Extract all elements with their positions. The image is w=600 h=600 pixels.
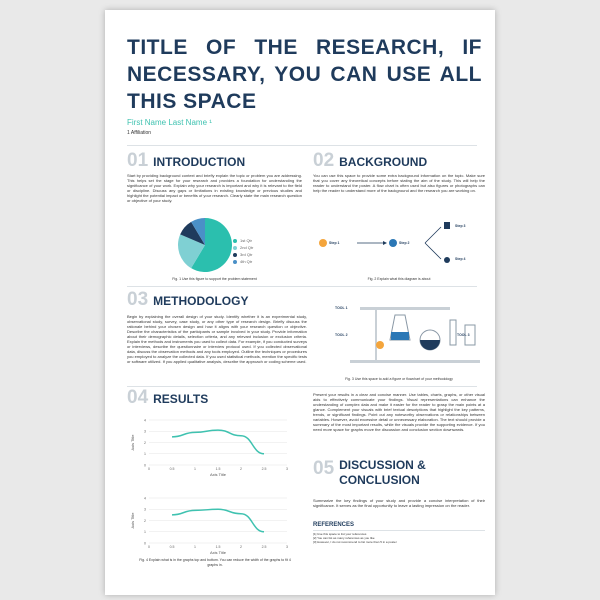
round-flask-liquid — [420, 340, 440, 350]
section-title: CONCLUSION — [339, 473, 420, 487]
results-header — [127, 387, 208, 409]
reference-item: [1] Use this space to list your references — [313, 532, 367, 536]
section-number: 05 — [313, 458, 335, 479]
y-tick-label: 4 — [144, 496, 146, 501]
section-title: INTRODUCTION — [153, 155, 246, 169]
arrow-head — [383, 241, 387, 245]
results-line-chart-top — [127, 410, 303, 480]
step-4-label: Step 4 — [455, 257, 466, 261]
background-header — [313, 150, 427, 172]
x-tick-label: 1.5 — [215, 467, 221, 471]
legend-item: 3rd Qtr — [233, 252, 253, 257]
section-title: RESULTS — [153, 392, 209, 406]
section-number: 04 — [127, 387, 149, 408]
y-tick-label: 0 — [144, 541, 146, 546]
y-tick-label: 3 — [144, 507, 146, 512]
y-tick-label: 0 — [144, 463, 146, 468]
references-heading: REFERENCES — [313, 522, 355, 528]
figure-2-caption: Fig. 2 Explain what this diagram is about — [367, 277, 431, 281]
step-3-icon — [444, 222, 450, 229]
x-tick-label: 2.5 — [261, 545, 267, 549]
step-1-label: Step 1 — [329, 241, 340, 245]
background-text: You can use this space to provide some extra background information on the topic. Make sure that you cover any theoretical concepts before stating the aim of the study. This will help the reader to understand the poster. A flow chart is often used but also figures or photographs can help the reader to understand more of the background and the research you are working on. — [313, 173, 485, 193]
section-number: 01 — [127, 150, 149, 171]
methodology-text: Begin by explaining the overall design of your study. Identify whether it is an experimental study, observational study, survey, case study, or any other type of research design. Briefly discuss the rationale behind your chosen design and how it aligns with your research question or objective. Describe the characteristics of the participants or sample involved in your study. Provide information about their demographic details, selection criteria, and any relevant inclusion or exclusion criteria. Explain the methods and instruments you used to collect data. For example, if you conducted surveys or interviews, describe the questionnaire or interview protocol used. If you collected observational data, discuss the observation methods and any tools employed. Outline the techniques or procedures you employed to analyze the collected data. If you used statistical methods, mention the specific tests or software utilized. If you applied qualitative analysis, describe the approach or coding scheme used. — [127, 314, 307, 364]
section-divider — [127, 286, 477, 287]
section-number: 03 — [127, 289, 149, 310]
x-tick-label: 0.5 — [169, 545, 175, 549]
step-3-label: Step 3 — [455, 224, 466, 228]
pie-chart — [175, 215, 235, 275]
y-tick-label: 1 — [144, 530, 146, 535]
pie-slices — [178, 218, 232, 272]
x-tick-label: 1.5 — [215, 545, 221, 549]
test-tube-icon — [450, 320, 456, 345]
y-tick-label: 4 — [144, 418, 146, 423]
x-tick-label: 1 — [194, 545, 196, 549]
tool-2-label: TOOL 2 — [335, 333, 348, 337]
x-tick-label: 2 — [240, 467, 242, 471]
discussion-text: Summarize the key findings of your study and provide a concise interpretation of their significance. It serves as the final opportunity to leave a lasting impression on the reader. — [313, 498, 485, 508]
x-tick-label: 2.5 — [261, 467, 267, 471]
flask-liquid — [391, 332, 409, 340]
shelf — [360, 307, 450, 310]
x-axis-title: Axis Title — [209, 472, 227, 477]
step-2-label: Step 2 — [399, 241, 410, 245]
title-divider — [127, 145, 477, 146]
x-tick-label: 3 — [286, 545, 288, 549]
section-number: 02 — [313, 150, 335, 171]
x-tick-label: 3 — [286, 467, 288, 471]
discussion-header — [313, 458, 426, 488]
results-line-chart-bottom — [127, 488, 303, 558]
step-4-icon — [444, 257, 450, 263]
legend-item: 1st Qtr — [233, 238, 253, 243]
research-poster — [105, 10, 495, 595]
reference-item: [3] However, I do not recommend to list more than 5 in a poster — [313, 540, 397, 544]
x-tick-label: 1 — [194, 467, 196, 471]
section-title: BACKGROUND — [339, 155, 428, 169]
figure-4-caption: Fig. 4 Explain what is in the graphs top and bottom. You can reduce the width of the graphs to fit 4 graphs in. — [139, 558, 291, 567]
x-axis-title: Axis Title — [209, 550, 227, 555]
series-line — [172, 430, 264, 454]
results-text: Present your results in a clear and concise manner. Use tables, charts, graphs, or other visual aids to effectively communicate your findings. Visual representations can enhance the understanding of complex data and make it easier for the reader to grasp the main points at a glance. Complement your visuals with brief textual descriptions that highlight the key patterns, trends, or significant findings. Point out any noteworthy observations or relationships between variables. However, avoid excessive detail or unnecessary elaboration. The text should provide a summary of the most important results, while the visuals provide the supporting evidence. If you need more space for graphs move the discussion and conclusion section downwards. — [313, 392, 485, 432]
arrow — [425, 227, 441, 243]
tool-1-label: TOOL 1 — [335, 306, 348, 310]
pie-legend — [233, 238, 253, 266]
affiliation: 1 Affiliation — [127, 130, 152, 136]
section-title: DISCUSSION & — [339, 458, 426, 472]
poster-title: TITLE OF THE RESEARCH, IF NECESSARY, YOU CAN USE ALL THIS SPACE — [127, 36, 482, 113]
tool-3-label: TOOL 3 — [457, 333, 470, 337]
step-1-icon — [319, 239, 327, 247]
step-2-icon — [389, 239, 397, 247]
burner-icon — [376, 341, 384, 349]
lab-bench — [350, 360, 480, 363]
figure-3-caption: Fig. 3 Use this space to add a figure or flowchart of your methodology — [345, 377, 453, 381]
author-name: First Name Last Name ¹ — [127, 118, 212, 127]
section-title: METHODOLOGY — [153, 294, 249, 308]
references-divider — [313, 530, 485, 531]
x-tick-label: 0 — [148, 467, 150, 471]
introduction-text: Start by providing background context and briefly explain the topic or problem you are addressing. This helps set the stage for your research and provides a foundation for understanding the significance of your work. Explain why your research is important and why it is relevant to the field or discipline. Discuss any gaps or limitations in existing knowledge or previous studies and highlight the potential impact or benefits of your research. Clearly state the main research question or objective of your study. — [127, 173, 302, 203]
legend-item: 4th Qtr — [233, 259, 253, 264]
y-tick-label: 3 — [144, 429, 146, 434]
methodology-header — [127, 289, 248, 311]
arrow — [425, 243, 441, 259]
introduction-header — [127, 150, 245, 172]
references-list — [313, 532, 485, 544]
reference-item: [2] You can list as many references as you like — [313, 536, 375, 540]
legend-item: 2nd Qtr — [233, 245, 253, 250]
y-axis-title: Axis Title — [130, 434, 135, 451]
y-tick-label: 1 — [144, 452, 146, 457]
y-axis-title: Axis Title — [130, 512, 135, 529]
x-tick-label: 0.5 — [169, 467, 175, 471]
x-tick-label: 2 — [240, 545, 242, 549]
y-tick-label: 2 — [144, 440, 146, 445]
x-tick-label: 0 — [148, 545, 150, 549]
figure-1-caption: Fig. 1 Use this figure to support the problem statement — [172, 277, 257, 281]
stand — [375, 310, 377, 360]
y-tick-label: 2 — [144, 518, 146, 523]
